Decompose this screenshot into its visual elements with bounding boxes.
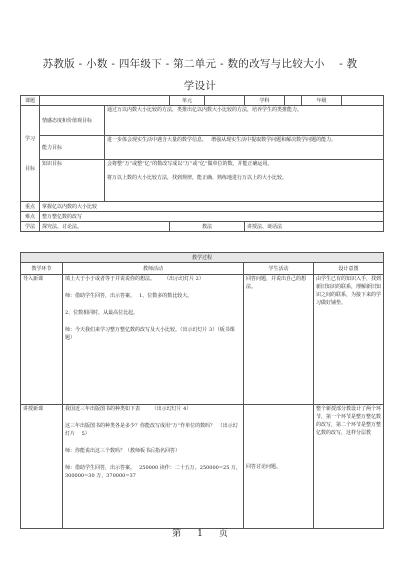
design-intent-new: 整个新授部分教设计了两个环节，第一个环节是整万整亿数的改写，第二个环节是整万整亿数的改写，这样分层教 (314, 405, 384, 529)
grade-label: 年级 (302, 96, 342, 106)
key-point-text: 掌握亿以内数的大小比较 (40, 202, 384, 212)
goal-emotion-name: 情感态度和价值观目标 (40, 106, 105, 136)
page-number-value: 1 (197, 529, 203, 539)
learn-method-label: 学法 (21, 222, 40, 232)
document-title-line-1: 苏教版 - 小数 - 四年级下 - 第二单元 - 数的改写与比较大小 - 教 (42, 58, 358, 70)
page-suffix: 页 (218, 529, 228, 539)
learn-method-text: 探究法、讨论法。 (40, 222, 170, 232)
grade-value (342, 96, 384, 106)
goal-knowledge-name: 知识目标 (40, 160, 105, 202)
page-prefix: 第 (172, 529, 182, 539)
stage-new: 讲授新课 (21, 405, 63, 529)
goal-ability-text: 进一步体会现实生活中遇含大量的数学信息， 增强从现实生活中提取数学问题和解决数学问题的能力。 (105, 136, 384, 160)
teacher-activity-new: 我国近三年出版图书的种类如下表 （出示幻灯片 4） 这三年出版图书的种类各是多少？你能改写成用“万”作单位的数吗？ （出示幻灯片 5） 师：你能说出这三个数吗？（教师板书后指名回答） 师：借助学生回答，出示答案。 250000 读作：二十五万。250000=25 万，300000=30 万，370000=37 (63, 405, 244, 529)
goal-knowledge-cell: 会将整“万”或整“亿”的数改写成以“万”或“亿”做单位的数。并能正确运用。 将万以上数的大小比较方法，找到规律，能正确、熟练地进行万以上的大小比较。 (105, 160, 384, 202)
goal-ability-name: 能力目标 (40, 136, 105, 160)
student-activity-intro: 回答问题，并说出自己的想法。 (244, 275, 314, 405)
col-stage-header: 教学环节 (21, 263, 63, 275)
key-point-label: 重点 (21, 202, 40, 212)
teach-method-label: 教法 (170, 222, 245, 232)
col-intent-header: 设计意图 (314, 263, 384, 275)
goals-label: 学习 目标 (21, 106, 40, 202)
process-title: 教学过程 (21, 253, 384, 263)
col-student-header: 学生活动 (244, 263, 314, 275)
topic-value (40, 96, 170, 106)
difficulty-text: 整万整亿数的改写 (40, 212, 384, 222)
unit-label: 单元 (170, 96, 205, 106)
lesson-info-table (20, 95, 384, 232)
stage-intro: 导入新课 (21, 275, 63, 405)
teach-method-text: 讲授法、谈话法 (245, 222, 384, 232)
document-title-line-2: 学设计 (183, 80, 217, 92)
design-intent-intro: 由学生已有的知识入手，找到新旧知识的联系，理解新旧知识之间的联系，为接下来的学习做好铺垫。 (314, 275, 384, 405)
col-teacher-header: 教师活动 (63, 263, 244, 275)
student-activity-new: 回答讨论问题。 (244, 405, 314, 529)
goal-emotion-text: 通过万以内数大小比较的方法，类推出亿以内数大小比较的方法，培养学生的类推能力。 (105, 106, 384, 136)
subject-value (285, 96, 302, 106)
topic-label: 课题 (21, 96, 40, 106)
teacher-activity-intro: 填上大于小于或者等于并说说你的想法。 （出示幻灯片 2） 师：借助学生回答，出示答案。 1、位数多的数比较大。 2、位数相同时，从最高位比起。 师：今天我们来学习整万整亿数的改写及大小比较。（出示幻灯片 3）（板书课题） (63, 275, 244, 405)
subject-label: 学科 (245, 96, 285, 106)
unit-value (205, 96, 245, 106)
teaching-process-table (20, 252, 384, 529)
difficulty-label: 难点 (21, 212, 40, 222)
page-number (0, 526, 400, 539)
